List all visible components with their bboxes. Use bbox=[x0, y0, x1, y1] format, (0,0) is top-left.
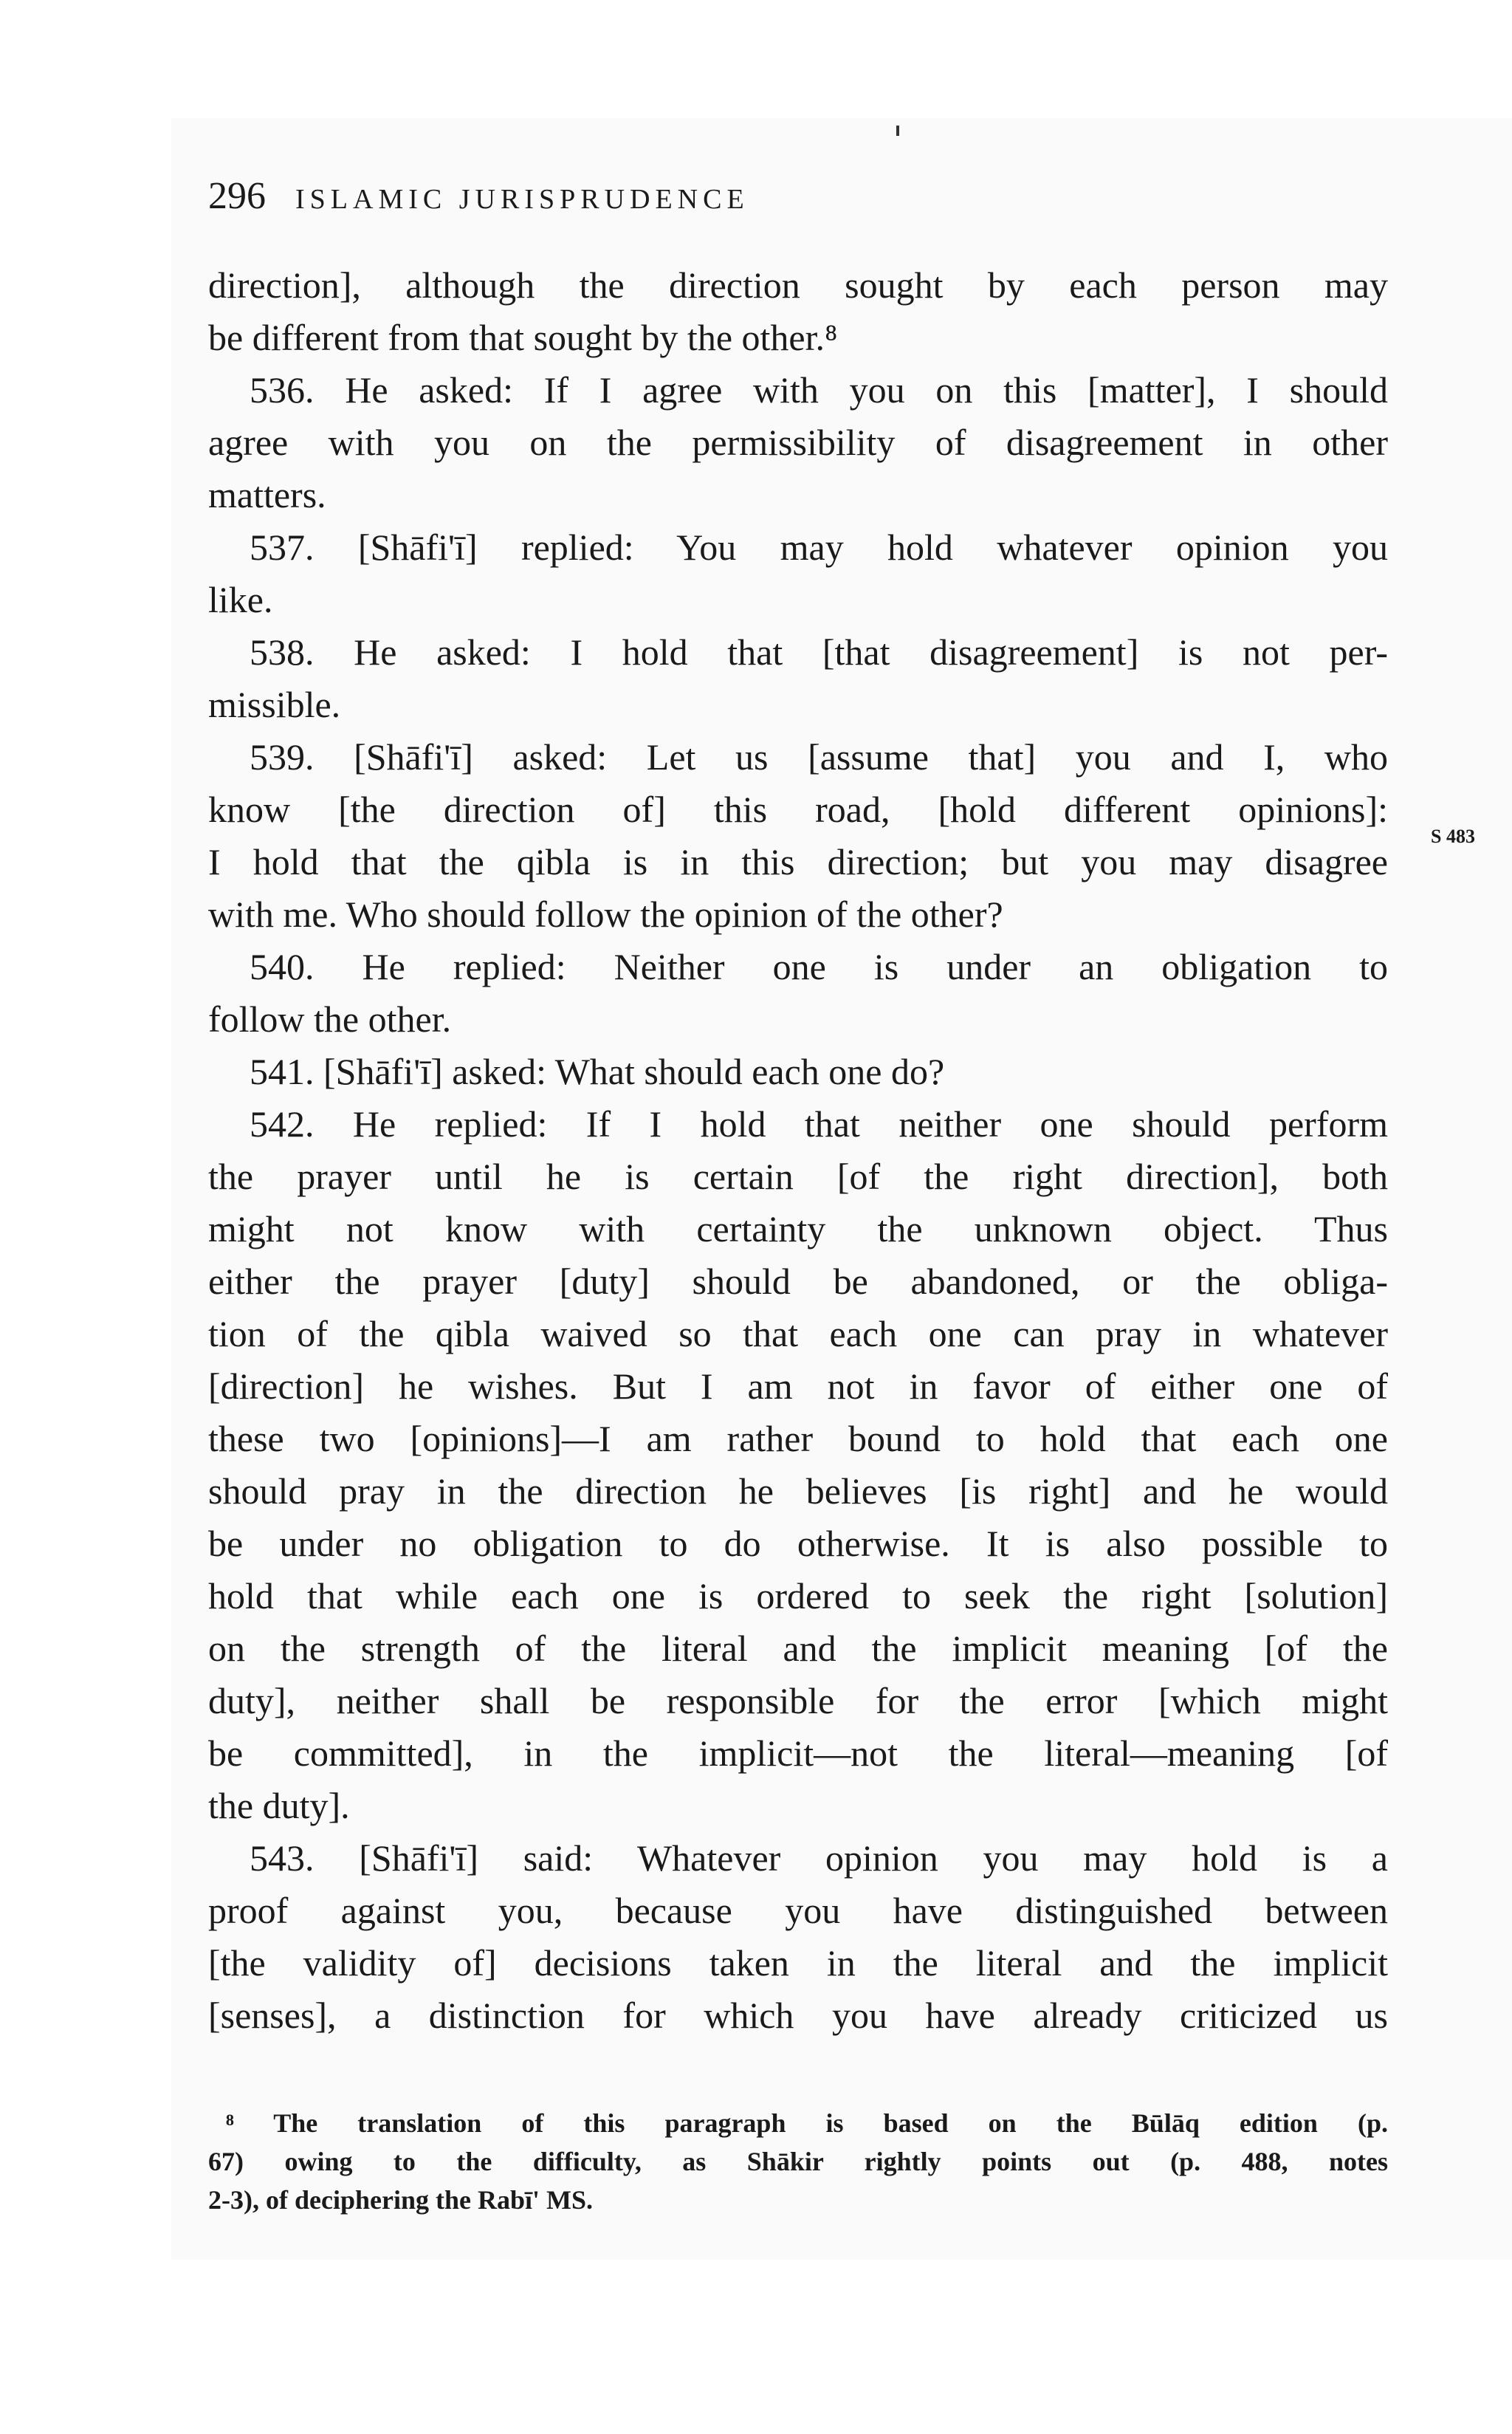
text-line: 538. He asked: I hold that [that disagreement] is not per- bbox=[250, 631, 1388, 673]
text-line: be committed], in the implicit—not the literal—meaning [of bbox=[208, 1732, 1388, 1774]
text-line: be under no obligation to do otherwise. It is also possible to bbox=[208, 1523, 1388, 1564]
text-line: [direction] he wishes. But I am not in favor of either one of bbox=[208, 1365, 1388, 1407]
running-title: ISLAMIC JURISPRUDENCE bbox=[295, 184, 749, 215]
text-line: tion of the qibla waived so that each one can pray in whatever bbox=[208, 1313, 1388, 1354]
text-line: hold that while each one is ordered to seek the right [solution] bbox=[208, 1575, 1388, 1617]
text-line: missible. bbox=[208, 684, 341, 725]
footnote-line: 2-3), of deciphering the Rabī' MS. bbox=[208, 2185, 593, 2215]
text-line: 543. [Shāfi'ī] said: Whatever opinion you may hold is a bbox=[250, 1837, 1388, 1879]
text-line: I hold that the qibla is in this direction; but you may disagree bbox=[208, 841, 1388, 882]
text-line: 537. [Shāfi'ī] replied: You may hold whatever opinion you bbox=[250, 527, 1388, 568]
text-line: on the strength of the literal and the implicit meaning [of the bbox=[208, 1628, 1388, 1669]
text-line: 542. He replied: If I hold that neither one should perform bbox=[250, 1103, 1388, 1145]
text-line: the prayer until he is certain [of the right direction], both bbox=[208, 1156, 1388, 1197]
page-header bbox=[208, 174, 749, 226]
text-line: direction], although the direction sought by each person may bbox=[208, 264, 1388, 306]
stray-ink-mark bbox=[896, 126, 899, 136]
text-line: duty], neither shall be responsible for the error [which might bbox=[208, 1680, 1388, 1721]
text-line: matters. bbox=[208, 474, 326, 515]
text-line: [the validity of] decisions taken in the literal and the implicit bbox=[208, 1942, 1388, 1984]
margin-reference: S 483 bbox=[1431, 826, 1475, 847]
text-line: 539. [Shāfi'ī] asked: Let us [assume that] you and I, who bbox=[250, 736, 1388, 778]
page-number: 296 bbox=[208, 175, 266, 217]
text-line: should pray in the direction he believes [is right] and he would bbox=[208, 1470, 1388, 1512]
text-line: 540. He replied: Neither one is under an obligation to bbox=[250, 946, 1388, 987]
text-line: might not know with certainty the unknown object. Thus bbox=[208, 1208, 1388, 1249]
text-line: follow the other. bbox=[208, 998, 452, 1040]
text-line: like. bbox=[208, 579, 273, 620]
text-line: 541. [Shāfi'ī] asked: What should each one do? bbox=[250, 1051, 945, 1092]
text-line: either the prayer [duty] should be abandoned, or the obliga- bbox=[208, 1261, 1388, 1302]
text-line: with me. Who should follow the opinion of the other? bbox=[208, 894, 1003, 935]
footnote-line: ⁸ The translation of this paragraph is based on the Būlāq edition (p. bbox=[226, 2108, 1388, 2138]
text-line: these two [opinions]—I am rather bound to hold that each one bbox=[208, 1418, 1388, 1459]
text-line: know [the direction of] this road, [hold different opinions]: bbox=[208, 789, 1388, 830]
text-line: 536. He asked: If I agree with you on this [matter], I should bbox=[250, 369, 1388, 411]
text-line: be different from that sought by the other.⁸ bbox=[208, 317, 838, 358]
text-line: agree with you on the permissibility of disagreement in other bbox=[208, 422, 1388, 463]
text-line: proof against you, because you have distinguished between bbox=[208, 1890, 1388, 1931]
footnote-line: 67) owing to the difficulty, as Shākir rightly points out (p. 488, notes bbox=[208, 2147, 1388, 2176]
text-line: [senses], a distinction for which you have already criticized us bbox=[208, 1995, 1388, 2036]
text-line: the duty]. bbox=[208, 1785, 350, 1826]
